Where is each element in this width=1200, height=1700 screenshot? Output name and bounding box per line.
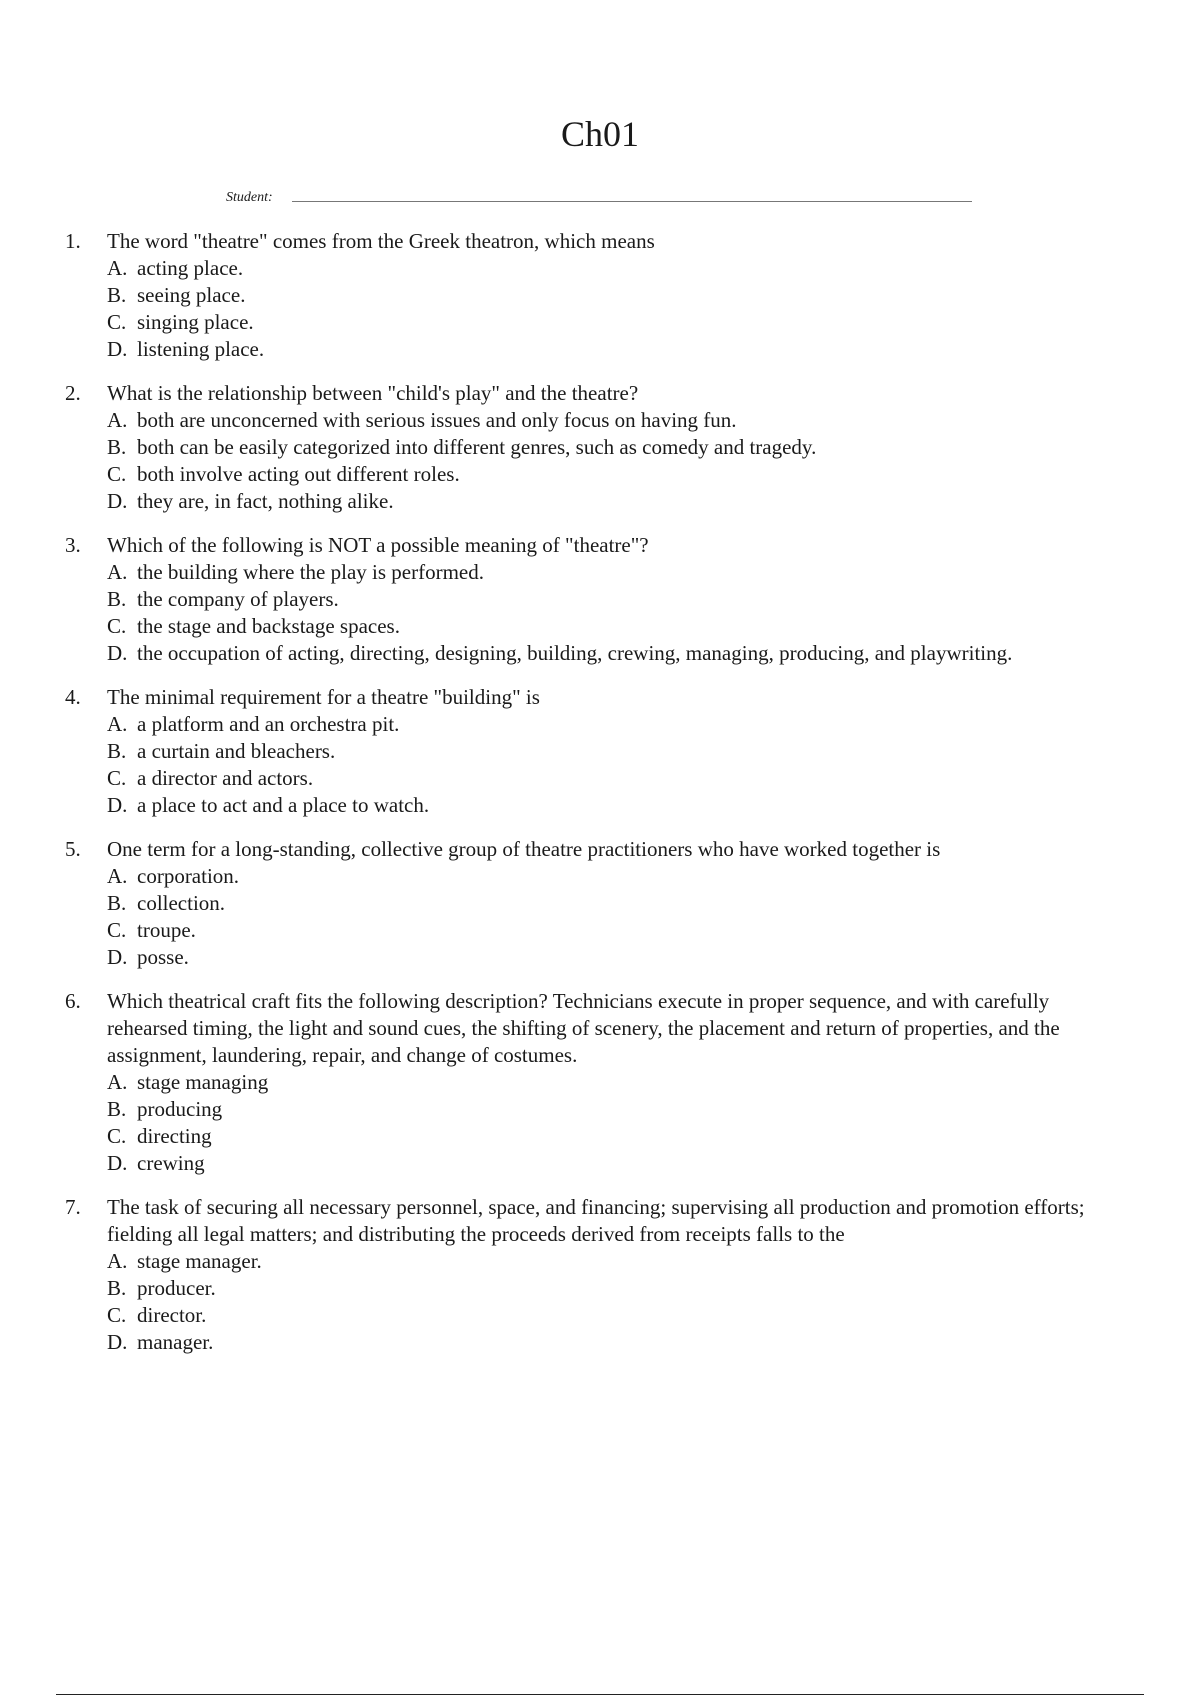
answer-option-a[interactable] xyxy=(107,559,1077,586)
question-7 xyxy=(0,1194,1200,1356)
option-text: manager. xyxy=(137,1330,214,1354)
option-text: stage manager. xyxy=(137,1249,262,1273)
option-letter: D. xyxy=(107,489,128,513)
question-stem: What is the relationship between "child's play" and the theatre? xyxy=(107,381,639,405)
answer-options xyxy=(0,711,1200,819)
answer-option-d[interactable] xyxy=(107,640,1077,667)
option-letter: D. xyxy=(107,1330,128,1354)
answer-option-d[interactable] xyxy=(107,1329,1077,1356)
question-2 xyxy=(0,380,1200,515)
answer-option-b[interactable] xyxy=(107,1275,1077,1302)
option-text: both can be easily categorized into different genres, such as comedy and tragedy. xyxy=(137,435,817,459)
answer-option-c[interactable] xyxy=(107,309,1077,336)
question-stem: The minimal requirement for a theatre "building" is xyxy=(107,685,540,709)
answer-options xyxy=(0,559,1200,667)
answer-options xyxy=(0,1069,1200,1177)
option-letter: C. xyxy=(107,462,127,486)
question-number: 2. xyxy=(65,381,81,405)
option-text: crewing xyxy=(137,1151,205,1175)
question-stem: One term for a long-standing, collective group of theatre practitioners who have worked together is xyxy=(107,837,941,861)
answer-options xyxy=(0,255,1200,363)
student-name-line[interactable] xyxy=(292,201,972,202)
option-text: a place to act and a place to watch. xyxy=(137,793,430,817)
question-number: 4. xyxy=(65,685,81,709)
answer-option-c[interactable] xyxy=(107,1302,1077,1329)
answer-option-d[interactable] xyxy=(107,944,1077,971)
option-text: directing xyxy=(137,1124,212,1148)
option-letter: A. xyxy=(107,1249,128,1273)
option-letter: B. xyxy=(107,739,127,763)
answer-option-d[interactable] xyxy=(107,792,1077,819)
question-5 xyxy=(0,836,1200,971)
answer-options xyxy=(0,1248,1200,1356)
option-text: posse. xyxy=(137,945,189,969)
option-text: the company of players. xyxy=(137,587,339,611)
option-text: seeing place. xyxy=(137,283,246,307)
answer-option-d[interactable] xyxy=(107,1150,1077,1177)
option-letter: C. xyxy=(107,614,127,638)
option-text: acting place. xyxy=(137,256,244,280)
option-text: a platform and an orchestra pit. xyxy=(137,712,400,736)
option-letter: C. xyxy=(107,310,127,334)
answer-options xyxy=(0,863,1200,971)
question-3 xyxy=(0,532,1200,667)
question-4 xyxy=(0,684,1200,819)
answer-option-a[interactable] xyxy=(107,863,1077,890)
question-6 xyxy=(0,988,1200,1177)
question-number: 6. xyxy=(65,989,81,1013)
answer-option-b[interactable] xyxy=(107,1096,1077,1123)
answer-option-d[interactable] xyxy=(107,488,1077,515)
option-text: troupe. xyxy=(137,918,196,942)
option-text: producer. xyxy=(137,1276,216,1300)
student-name-field[interactable] xyxy=(226,184,972,206)
question-stem: Which of the following is NOT a possible meaning of "theatre"? xyxy=(107,533,649,557)
option-letter: A. xyxy=(107,256,128,280)
option-text: a curtain and bleachers. xyxy=(137,739,336,763)
option-letter: A. xyxy=(107,408,128,432)
question-number: 5. xyxy=(65,837,81,861)
answer-option-d[interactable] xyxy=(107,336,1077,363)
option-letter: A. xyxy=(107,712,128,736)
option-text: the stage and backstage spaces. xyxy=(137,614,400,638)
option-text: the building where the play is performed. xyxy=(137,560,484,584)
question-stem: The word "theatre" comes from the Greek theatron, which means xyxy=(107,229,655,253)
option-letter: D. xyxy=(107,1151,128,1175)
option-letter: B. xyxy=(107,283,127,307)
question-stem: Which theatrical craft fits the following description? Technicians execute in proper sequence, and with carefully rehearsed timing, the light and sound cues, the shifting of scenery, the placement and return of properties, and the assignment, laundering, repair, and change of costumes. xyxy=(107,989,1060,1067)
answer-option-a[interactable] xyxy=(107,711,1077,738)
option-letter: B. xyxy=(107,587,127,611)
option-letter: C. xyxy=(107,918,127,942)
answer-option-a[interactable] xyxy=(107,407,1077,434)
answer-option-c[interactable] xyxy=(107,1123,1077,1150)
student-label: Student: xyxy=(226,190,273,205)
option-letter: D. xyxy=(107,337,128,361)
answer-option-c[interactable] xyxy=(107,765,1077,792)
answer-option-a[interactable] xyxy=(107,255,1077,282)
option-letter: D. xyxy=(107,793,128,817)
option-text: corporation. xyxy=(137,864,240,888)
answer-option-b[interactable] xyxy=(107,738,1077,765)
question-list xyxy=(0,228,1200,1373)
answer-option-c[interactable] xyxy=(107,917,1077,944)
option-text: both involve acting out different roles. xyxy=(137,462,460,486)
question-stem: The task of securing all necessary personnel, space, and financing; supervising all production and promotion efforts; fielding all legal matters; and distributing the proceeds derived from receipts falls to the xyxy=(107,1195,1085,1246)
option-letter: C. xyxy=(107,1124,127,1148)
option-letter: B. xyxy=(107,891,127,915)
answer-option-a[interactable] xyxy=(107,1248,1077,1275)
question-number: 1. xyxy=(65,229,81,253)
option-text: stage managing xyxy=(137,1070,269,1094)
answer-option-a[interactable] xyxy=(107,1069,1077,1096)
option-letter: B. xyxy=(107,435,127,459)
question-number: 3. xyxy=(65,533,81,557)
option-letter: C. xyxy=(107,766,127,790)
option-letter: A. xyxy=(107,560,128,584)
option-letter: D. xyxy=(107,945,128,969)
option-text: a director and actors. xyxy=(137,766,314,790)
answer-option-b[interactable] xyxy=(107,434,1077,461)
option-text: the occupation of acting, directing, designing, building, crewing, managing, producing, and playwriting. xyxy=(137,641,1013,665)
answer-option-c[interactable] xyxy=(107,461,1077,488)
page-title: Ch01 xyxy=(560,114,639,154)
answer-option-c[interactable] xyxy=(107,613,1077,640)
question-number: 7. xyxy=(65,1195,81,1219)
answer-options xyxy=(0,407,1200,515)
option-text: producing xyxy=(137,1097,223,1121)
option-letter: D. xyxy=(107,641,128,665)
option-letter: A. xyxy=(107,1070,128,1094)
question-1 xyxy=(0,228,1200,363)
option-text: collection. xyxy=(137,891,226,915)
option-text: they are, in fact, nothing alike. xyxy=(137,489,394,513)
option-text: director. xyxy=(137,1303,207,1327)
option-text: listening place. xyxy=(137,337,265,361)
footer-rule xyxy=(56,1694,1144,1695)
option-letter: A. xyxy=(107,864,128,888)
answer-option-b[interactable] xyxy=(107,586,1077,613)
answer-option-b[interactable] xyxy=(107,890,1077,917)
option-text: singing place. xyxy=(137,310,254,334)
option-letter: B. xyxy=(107,1097,127,1121)
answer-option-b[interactable] xyxy=(107,282,1077,309)
option-letter: C. xyxy=(107,1303,127,1327)
option-text: both are unconcerned with serious issues and only focus on having fun. xyxy=(137,408,737,432)
option-letter: B. xyxy=(107,1276,127,1300)
